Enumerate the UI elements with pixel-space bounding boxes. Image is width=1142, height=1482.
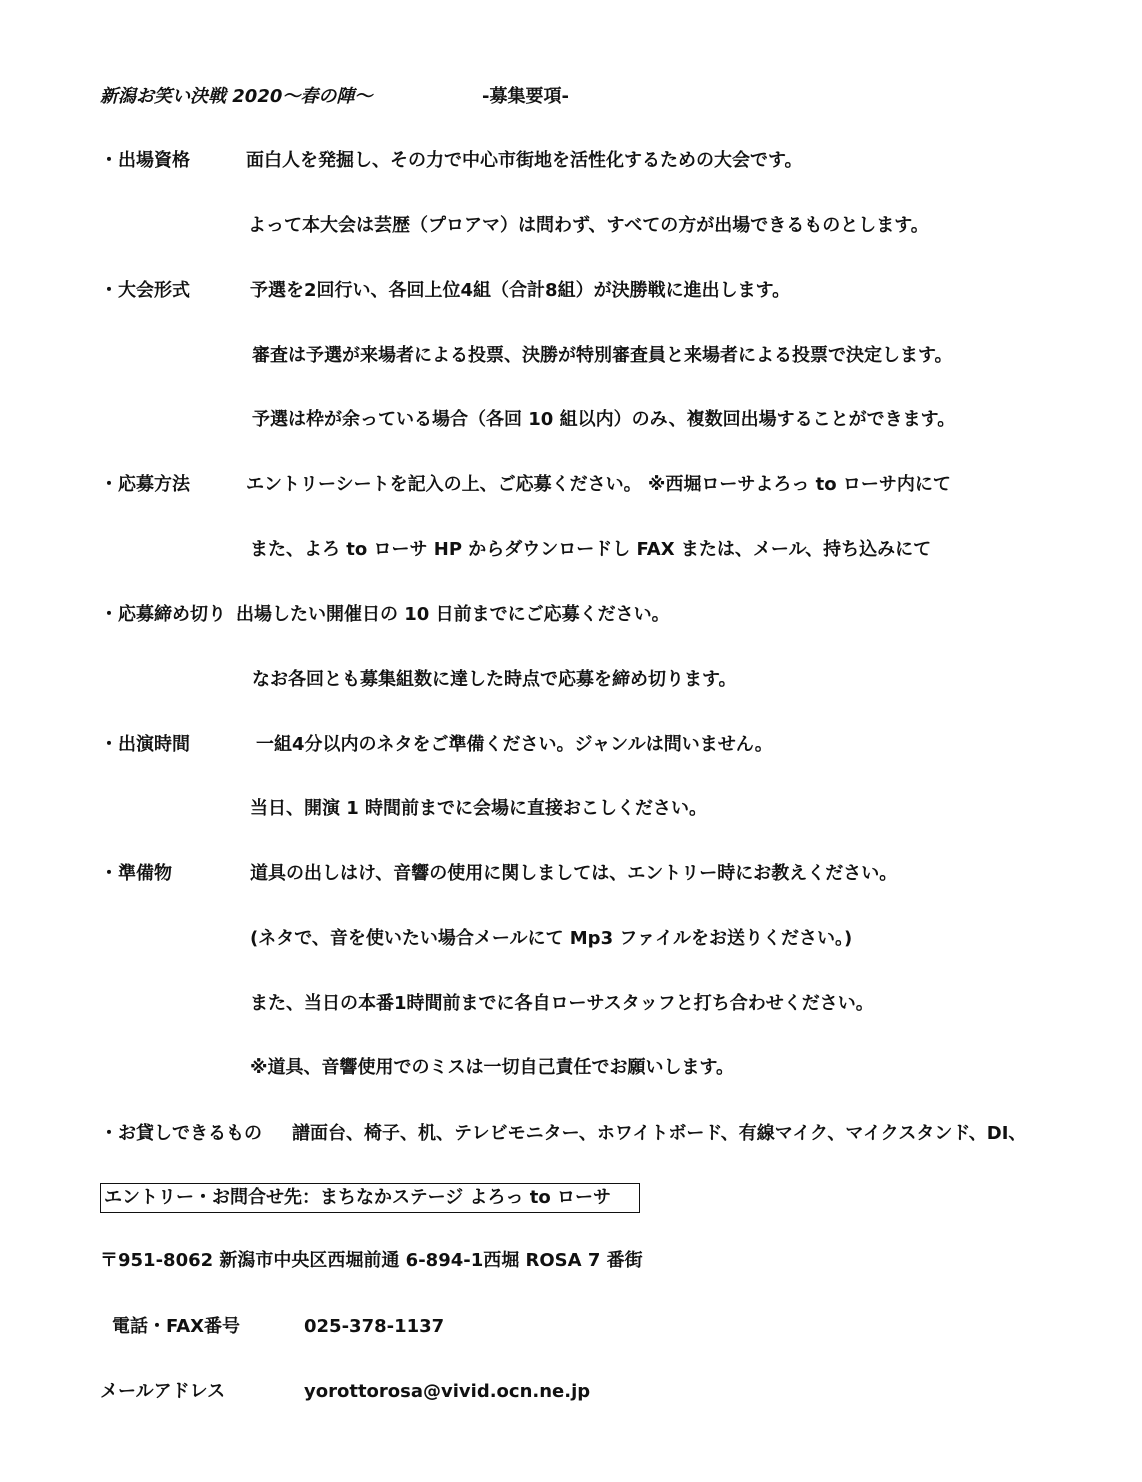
contact-email-label: メールアドレス: [100, 1381, 226, 1402]
format-line-1: 予選を2回行い、各回上位4組（合計8組）が決勝戦に進出します。: [250, 280, 791, 301]
time-label: ・出演時間: [100, 734, 190, 755]
format-line-3: 予選は枠が余っている場合（各回 10 組以内）のみ、複数回出場することができます。: [252, 409, 956, 430]
time-line-1: 一組4分以内のネタをご準備ください。ジャンルは問いません。: [256, 734, 773, 755]
document-title: 新潟お笑い決戦 2020〜春の陣〜: [100, 86, 373, 107]
deadline-label: ・応募締め切り: [100, 604, 226, 625]
application-line-2: また、よろ to ローサ HP からダウンロードし FAX または、メール、持ち込みにて: [250, 539, 932, 560]
preparation-line-3: また、当日の本番1時間前までに各自ローサスタッフと打ち合わせください。: [250, 993, 874, 1014]
application-label: ・応募方法: [100, 474, 190, 495]
preparation-line-1: 道具の出しはけ、音響の使用に関しましては、エントリー時にお教えください。: [250, 863, 898, 884]
document-subtitle: -募集要項-: [482, 86, 569, 107]
rental-label: ・お貸しできるもの: [100, 1123, 262, 1144]
qualification-line-1: 面白人を発掘し、その力で中心市街地を活性化するための大会です。: [246, 150, 803, 171]
qualification-label: ・出場資格: [100, 150, 190, 171]
format-line-2: 審査は予選が来場者による投票、決勝が特別審査員と来場者による投票で決定します。: [252, 345, 953, 366]
preparation-line-2: (ネタで、音を使いたい場合メールにて Mp3 ファイルをお送りください。): [250, 928, 853, 949]
preparation-label: ・準備物: [100, 863, 172, 884]
contact-box: エントリー・お問合せ先：まちなかステージ よろっ to ローサ: [100, 1183, 640, 1213]
time-line-2: 当日、開演 1 時間前までに会場に直接おこしください。: [250, 798, 708, 819]
qualification-line-2: よって本大会は芸歴（プロアマ）は問わず、すべての方が出場できるものとします。: [248, 215, 929, 236]
contact-email: yorottorosa@vivid.ocn.ne.jp: [304, 1381, 591, 1402]
contact-address: 〒951-8062 新潟市中央区西堀前通 6-894-1西堀 ROSA 7 番街: [100, 1250, 643, 1271]
deadline-line-2: なお各回とも募集組数に達した時点で応募を締め切ります。: [252, 669, 737, 690]
preparation-line-4: ※道具、音響使用でのミスは一切自己責任でお願いします。: [250, 1057, 735, 1078]
contact-phone: 025-378-1137: [304, 1316, 445, 1337]
format-label: ・大会形式: [100, 280, 190, 301]
deadline-line-1: 出場したい開催日の 10 日前までにご応募ください。: [236, 604, 670, 625]
contact-phone-label: 電話・FAX番号: [112, 1316, 241, 1337]
application-line-1: エントリーシートを記入の上、ご応募ください。 ※西堀ローサよろっ to ローサ内にて: [246, 474, 951, 495]
rental-items: 譜面台、椅子、机、テレビモニター、ホワイトボード、有線マイク、マイクスタンド、DI、: [292, 1123, 1027, 1144]
